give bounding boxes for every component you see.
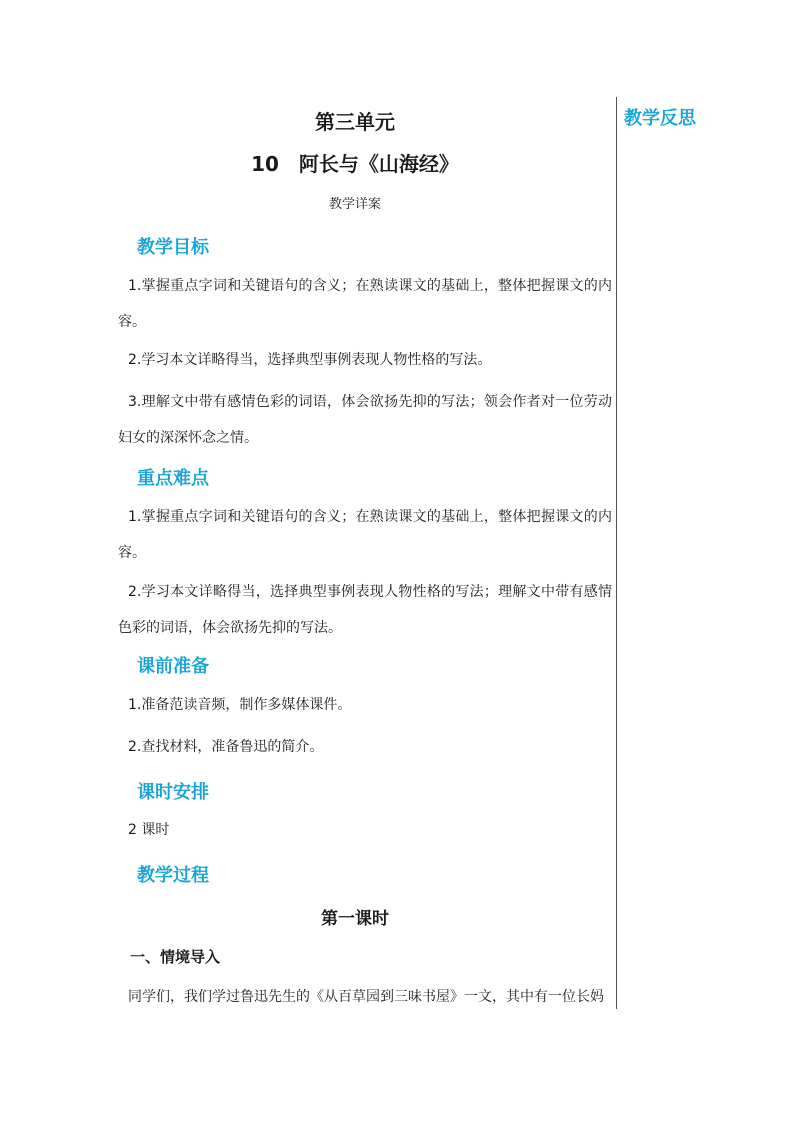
preparation-item: 2.查找材料，准备鲁迅的简介。 [128, 739, 324, 755]
goal-item: 3.理解文中带有感情色彩的词语，体会欲扬先抑的写法；领会作者对一位劳动妇女的深深怀念之情。 [118, 394, 612, 446]
lesson-period-title: 第一课时 [321, 909, 389, 929]
section-heading-process: 教学过程 [137, 865, 209, 886]
section-heading-key-points: 重点难点 [137, 468, 209, 489]
goal-item: 1.掌握重点字词和关键语句的含义；在熟读课文的基础上，整体把握课文的内容。 [118, 278, 612, 330]
key-point-item: 1.掌握重点字词和关键语句的含义；在熟读课文的基础上，整体把握课文的内容。 [118, 509, 612, 561]
section-heading-schedule: 课时安排 [137, 782, 209, 803]
schedule-text: 2 课时 [128, 822, 170, 838]
section-heading-goals: 教学目标 [137, 237, 209, 258]
goal-item: 2.学习本文详略得当，选择典型事例表现人物性格的写法。 [128, 352, 492, 368]
unit-title: 第三单元 [315, 110, 395, 134]
document-subtitle: 教学详案 [328, 197, 381, 212]
key-point-item: 2.学习本文详略得当，选择典型事例表现人物性格的写法；理解文中带有感情色彩的词语，体会欲扬先抑的写法。 [118, 584, 612, 636]
lesson-title: 10 阿长与《山海经》 [251, 152, 459, 176]
preparation-item: 1.准备范读音频，制作多媒体课件。 [128, 697, 352, 713]
intro-paragraph: 同学们，我们学过鲁迅先生的《从百草园到三味书屋》一文，其中有一位长妈 [128, 989, 604, 1005]
step-heading: 一、情境导入 [130, 948, 221, 966]
reflection-column-divider [616, 97, 617, 1009]
reflection-title: 教学反思 [624, 108, 696, 129]
section-heading-preparation: 课前准备 [137, 656, 209, 677]
